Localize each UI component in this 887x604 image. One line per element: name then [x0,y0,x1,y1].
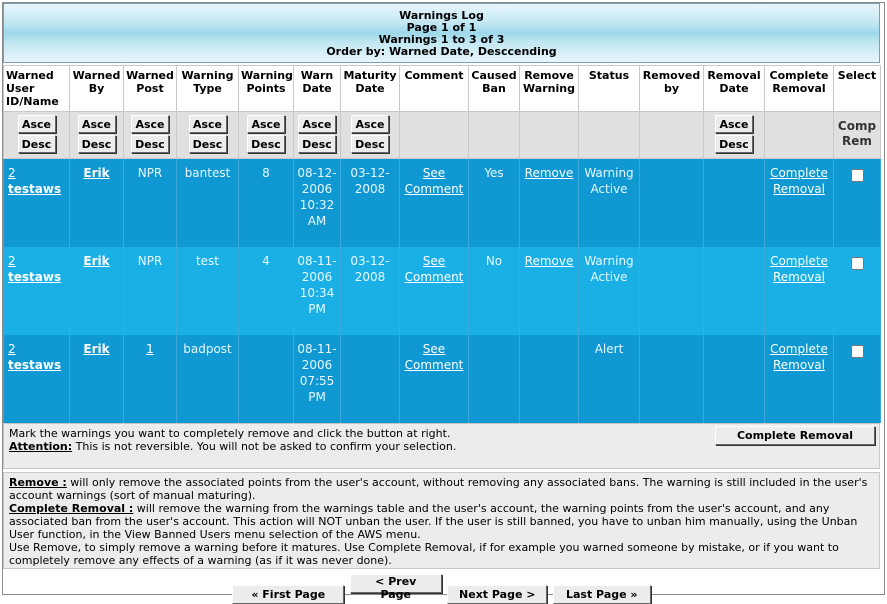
complete-cell [765,335,834,423]
select-cell [834,335,881,423]
sort-by [70,112,124,159]
col-header-points: Warning Points [239,66,294,112]
warned-by-cell [70,159,124,247]
help-remove-label: Remove : [9,476,67,489]
comment-cell [400,159,469,247]
sort-maturity-asc-button[interactable]: Asce [351,115,389,133]
sort-post-asc-button[interactable]: Asce [131,115,169,133]
comment-cell [400,247,469,335]
page-title: Warnings Log [399,9,484,22]
col-header-removedby: Removed by [640,66,704,112]
type-cell: test [177,247,239,335]
points-cell: 4 [239,247,294,335]
col-header-select: Select [834,66,881,112]
maturity-cell [341,335,400,423]
sort-date-asc-button[interactable]: Asce [298,115,336,133]
comment-cell [400,335,469,423]
select-cell [834,247,881,335]
col-header-removaldate: Removal Date [704,66,765,112]
removal-date-cell [704,335,765,423]
date-cell: 08-11-2006 07:55 PM [294,335,341,423]
removal-date-cell [704,159,765,247]
warned-by-link[interactable]: Erik [83,253,110,268]
help-remove-text: will only remove the associated points from the user's account, without removing any associated bans. The warning is still included in the user's account warnings (sort of manual maturing). [9,476,868,502]
col-header-date: Warn Date [294,66,341,112]
ban-cell [469,335,520,423]
type-cell: badpost [177,335,239,423]
sort-post [124,112,177,159]
removed-by-cell [640,335,704,423]
col-header-by: Warned By [70,66,124,112]
type-cell: bantest [177,159,239,247]
select-checkbox[interactable] [851,257,864,270]
sort-removaldate-asc-button[interactable]: Asce [715,115,753,133]
post-cell: NPR [124,159,177,247]
record-count: Warnings 1 to 3 of 3 [378,33,505,46]
complete-removal-link[interactable]: Complete Removal [770,341,828,372]
order-by-label: Order by: Warned Date, Desccending [326,45,557,58]
help-complete [9,502,874,541]
see-comment-link[interactable]: See Comment [404,166,464,196]
sort-row [4,112,881,159]
remove-link[interactable]: Remove [524,253,574,268]
complete-cell [765,159,834,247]
see-comment-link[interactable]: See Comment [404,253,464,284]
col-header-maturity: Maturity Date [341,66,400,112]
sort-points-desc-button[interactable]: Desc [247,135,285,153]
col-header-comment: Comment [400,66,469,112]
post-cell: NPR [124,247,177,335]
user-cell [4,247,70,335]
date-cell: 08-12-2006 10:32 AM [294,159,341,247]
user-id-link[interactable]: 2 [8,166,16,180]
sort-type-desc-button[interactable]: Desc [189,135,227,153]
first-page-button[interactable]: « First Page [232,585,344,604]
status-cell: Warning Active [579,159,640,247]
sort-type-asc-button[interactable]: Asce [189,115,227,133]
select-checkbox[interactable] [851,345,864,358]
ban-cell: No [469,247,520,335]
points-cell: 8 [239,159,294,247]
last-page-button[interactable]: Last Page » [553,585,651,604]
prev-page-button[interactable]: < Prev Page [350,574,442,593]
sort-user-asc-button[interactable]: Asce [18,115,56,133]
sort-user [4,112,70,159]
points-cell [239,335,294,423]
removed-by-cell [640,159,704,247]
remove-cell [520,159,579,247]
warned-by-link[interactable]: Erik [83,166,110,180]
sort-maturity [341,112,400,159]
header-row [4,66,881,112]
user-cell [4,335,70,423]
mark-instruction: Mark the warnings you want to completely remove and click the button at right. [9,427,451,440]
maturity-cell: 03-12-2008 [341,247,400,335]
remove-cell [520,335,579,423]
complete-removal-link[interactable]: Complete Removal [770,166,828,196]
post-link[interactable]: 1 [146,341,154,356]
next-page-button[interactable]: Next Page > [447,585,547,604]
sort-post-desc-button[interactable]: Desc [131,135,169,153]
sort-user-desc-button[interactable]: Desc [18,135,56,153]
sort-select [834,112,881,159]
table-row [4,247,881,335]
sort-maturity-desc-button[interactable]: Desc [351,135,389,153]
help-complete-text: will remove the warning from the warnings table and the user's account, the warning points from the user's account, and any associated ban from the user's account. This action will NOT unban the user. If the user is still banned, you have to unban him manually, using the Unban User function, in the View Banned Users menu selection of the AWS menu. [9,502,858,541]
remove-cell [520,247,579,335]
complete-removal-link[interactable]: Complete Removal [770,253,828,284]
user-cell [4,159,70,247]
select-cell [834,159,881,247]
removal-date-cell [704,247,765,335]
comp-rem-label: Comp Rem [837,119,877,148]
user-name-link[interactable]: testaws [8,182,62,196]
sort-removaldate [704,112,765,159]
complete-removal-button[interactable]: Complete Removal [715,426,875,445]
warnings-table [3,65,881,423]
col-header-ban: Caused Ban [469,66,520,112]
help-extra: Use Remove, to simply remove a warning before it matures. Use Complete Removal, if for example you warned someone by mistake, or if you want to completely remove any effects of a warning (as if it was never done). [9,541,839,567]
page-indicator: Page 1 of 1 [406,21,477,34]
maturity-cell: 03-12-2008 [341,159,400,247]
sort-date [294,112,341,159]
sort-status-empty [579,112,640,159]
sort-comment-empty [400,112,469,159]
sort-ban-empty [469,112,520,159]
remove-link[interactable]: Remove [524,166,574,180]
col-header-user: Warned User ID/Name [4,66,70,112]
sort-points-asc-button[interactable]: Asce [247,115,285,133]
sort-removedby-empty [640,112,704,159]
log-header [3,3,880,63]
pagination [3,572,880,601]
col-header-remove: Remove Warning [520,66,579,112]
table-row [4,335,881,423]
help-complete-label: Complete Removal : [9,502,134,515]
see-comment-link[interactable]: See Comment [404,341,464,372]
attention-label: Attention: [9,440,73,453]
removed-by-cell [640,247,704,335]
col-header-complete: Complete Removal [765,66,834,112]
sort-remove-empty [520,112,579,159]
col-header-status: Status [579,66,640,112]
ban-cell: Yes [469,159,520,247]
user-id-link[interactable]: 2 [8,253,16,268]
warned-by-cell [70,335,124,423]
sort-by-desc-button[interactable]: Desc [78,135,116,153]
sort-removaldate-desc-button[interactable]: Desc [715,135,753,153]
user-name-link[interactable]: testaws [8,269,62,284]
complete-cell [765,247,834,335]
table-row [4,159,881,247]
help-remove [9,476,874,502]
date-cell: 08-11-2006 10:34 PM [294,247,341,335]
warned-by-cell [70,247,124,335]
removal-instructions [3,423,880,469]
sort-date-desc-button[interactable]: Desc [298,135,336,153]
attention-text: This is not reversible. You will not be asked to confirm your selection. [72,440,457,453]
sort-complete-empty [765,112,834,159]
warned-by-link[interactable]: Erik [83,341,110,356]
status-cell: Alert [579,335,640,423]
help-text [3,472,880,569]
sort-by-asc-button[interactable]: Asce [78,115,116,133]
user-name-link[interactable]: testaws [8,357,62,372]
select-checkbox[interactable] [851,169,864,182]
sort-type [177,112,239,159]
user-id-link[interactable]: 2 [8,341,16,356]
col-header-type: Warning Type [177,66,239,112]
post-cell [124,335,177,423]
sort-points [239,112,294,159]
status-cell: Warning Active [579,247,640,335]
col-header-post: Warned Post [124,66,177,112]
